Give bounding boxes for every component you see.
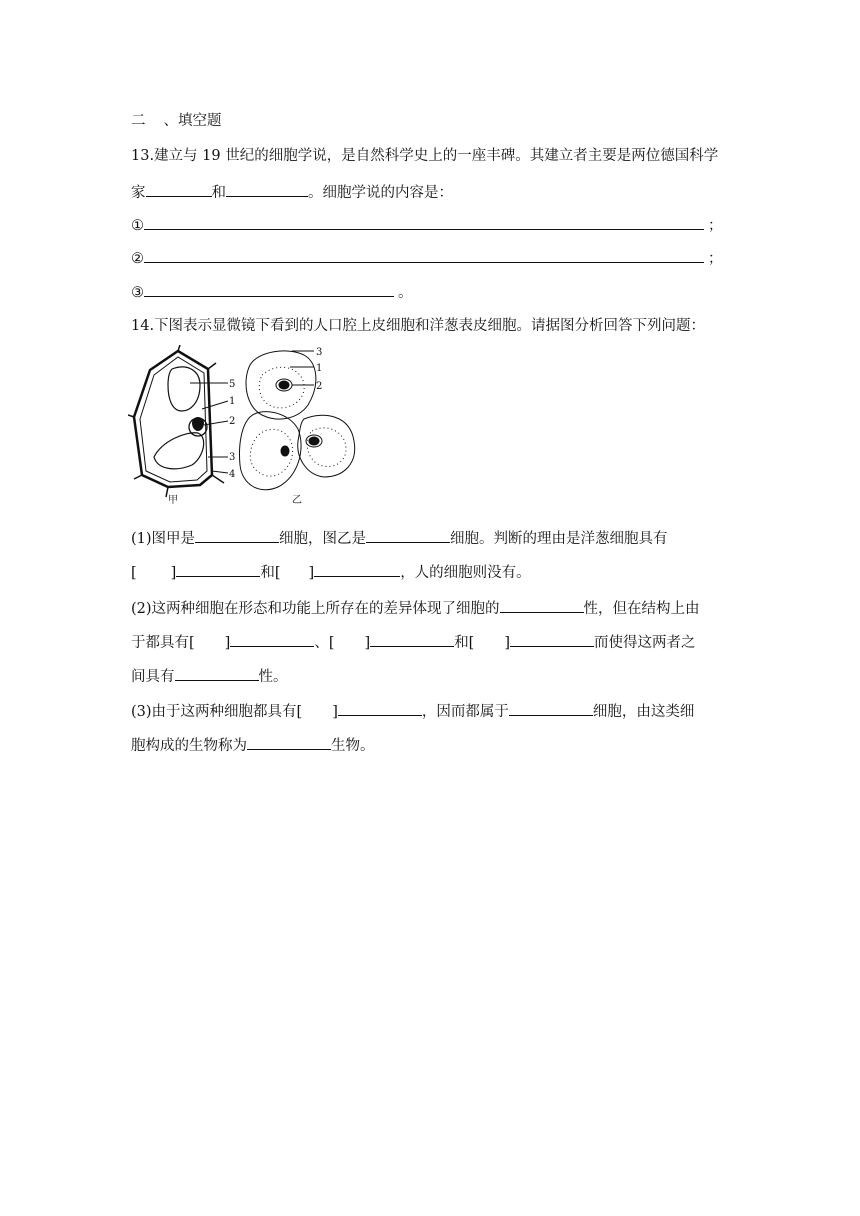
item2-end: ； <box>708 251 723 267</box>
q14-p3-line1 <box>131 701 694 722</box>
left-label-5: 5 <box>229 379 236 390</box>
section-number: 二 <box>131 113 146 129</box>
p3-text-c: ，因而都属于 <box>421 704 509 720</box>
q14-intro: 14.下图表示显微镜下看到的人口腔上皮细胞和洋葱表皮细胞。请据图分析回答下列问题： <box>131 318 706 334</box>
p2-bracket-close-5: ] <box>504 635 511 651</box>
answer-blank-common-3[interactable] <box>510 632 594 647</box>
oral-cell-drawing <box>239 351 354 490</box>
right-label-2: 2 <box>316 381 323 392</box>
item1-marker: ① <box>131 218 144 234</box>
item1-end: ； <box>708 218 723 234</box>
p1-text-g: ，人的细胞则没有。 <box>400 565 531 581</box>
q14-p1-line1 <box>131 528 668 549</box>
q13-item1 <box>131 215 723 236</box>
left-label-4: 4 <box>229 469 236 480</box>
item3-end: 。 <box>398 285 413 301</box>
section-separator: 、 <box>163 113 178 129</box>
answer-blank-content-3[interactable] <box>144 282 394 297</box>
p2-bracket-close-3: ] <box>224 635 231 651</box>
p1-bracket-close-2: ] <box>308 565 315 581</box>
item3-marker: ③ <box>131 285 144 301</box>
p3-text-e: 胞构成的生物称为 <box>131 738 247 754</box>
section-title: 填空题 <box>178 113 222 129</box>
left-label-3: 3 <box>229 452 236 463</box>
cell-diagram <box>128 345 368 510</box>
right-caption: 乙 <box>292 495 302 506</box>
answer-blank-organism[interactable] <box>247 735 331 750</box>
q13-text-jia: 家 <box>131 185 146 201</box>
p2-text-c: 于都具有[ <box>131 635 195 651</box>
q14-p2-line2 <box>131 632 696 653</box>
q14-p2-line1 <box>131 598 700 619</box>
p2-text-k: 性。 <box>258 669 288 685</box>
answer-blank-nucleus[interactable] <box>338 701 422 716</box>
p1-text-a: (1)图甲是 <box>131 531 196 547</box>
answer-blank-eukaryotic[interactable] <box>509 701 593 716</box>
answer-blank-structure-1[interactable] <box>176 562 260 577</box>
answer-blank-content-2[interactable] <box>144 248 704 263</box>
answer-blank-unity[interactable] <box>175 666 259 681</box>
q13-item3 <box>131 282 413 303</box>
p3-text-a: (3)由于这两种细胞都具有[ <box>131 704 303 720</box>
q14-p3-line2 <box>131 735 375 756</box>
answer-blank-scientist-1[interactable] <box>146 182 212 197</box>
left-caption: 甲 <box>168 495 178 506</box>
answer-blank-scientist-2[interactable] <box>226 182 308 197</box>
q14-p1-line2 <box>131 562 531 583</box>
q13-item2 <box>131 248 723 269</box>
p2-text-i: 而使得这两者之 <box>594 635 696 651</box>
item2-marker: ② <box>131 251 144 267</box>
left-label-1: 1 <box>229 396 236 407</box>
q13-line2 <box>131 182 453 203</box>
p2-text-g: 和[ <box>454 635 475 651</box>
p3-text-f: 生物。 <box>331 738 375 754</box>
p2-text-j: 间具有 <box>131 669 175 685</box>
q13-text-content-intro: 。细胞学说的内容是： <box>308 185 453 201</box>
p2-bracket-close-4: ] <box>364 635 371 651</box>
p1-text-e: 和[ <box>260 565 281 581</box>
cell-diagram-figure <box>128 345 368 510</box>
p3-bracket-close-6: ] <box>332 704 338 720</box>
right-label-3: 3 <box>316 347 323 358</box>
answer-blank-cell-type-1[interactable] <box>195 528 279 543</box>
p1-bracket-close-1: ] <box>170 565 177 581</box>
answer-blank-cell-type-2[interactable] <box>366 528 450 543</box>
right-label-1: 1 <box>316 363 323 374</box>
p1-text-b: 细胞，图乙是 <box>279 531 367 547</box>
answer-blank-diversity[interactable] <box>500 598 584 613</box>
p1-text-c: 细胞。判断的理由是洋葱细胞具有 <box>450 531 668 547</box>
q13-line1: 13.建立与 19 世纪的细胞学说，是自然科学史上的一座丰碑。其建立者主要是两位德国科学 <box>131 148 719 164</box>
q13-text-he: 和 <box>211 185 226 201</box>
section-heading <box>131 111 222 131</box>
p3-text-d: 细胞，由这类细 <box>592 704 695 720</box>
q14-p2-line3 <box>131 666 288 687</box>
left-label-2: 2 <box>229 416 236 427</box>
answer-blank-common-2[interactable] <box>370 632 454 647</box>
answer-blank-structure-2[interactable] <box>314 562 400 577</box>
p1-bracket-open-1: [ <box>131 565 137 581</box>
p2-text-e: 、[ <box>314 635 335 651</box>
onion-cell-drawing <box>128 345 228 497</box>
p2-text-a: (2)这两种细胞在形态和功能上所存在的差异体现了细胞的 <box>131 601 500 617</box>
answer-blank-common-1[interactable] <box>230 632 314 647</box>
p2-text-b: 性，但在结构上由 <box>583 601 700 617</box>
answer-blank-content-1[interactable] <box>144 215 704 230</box>
